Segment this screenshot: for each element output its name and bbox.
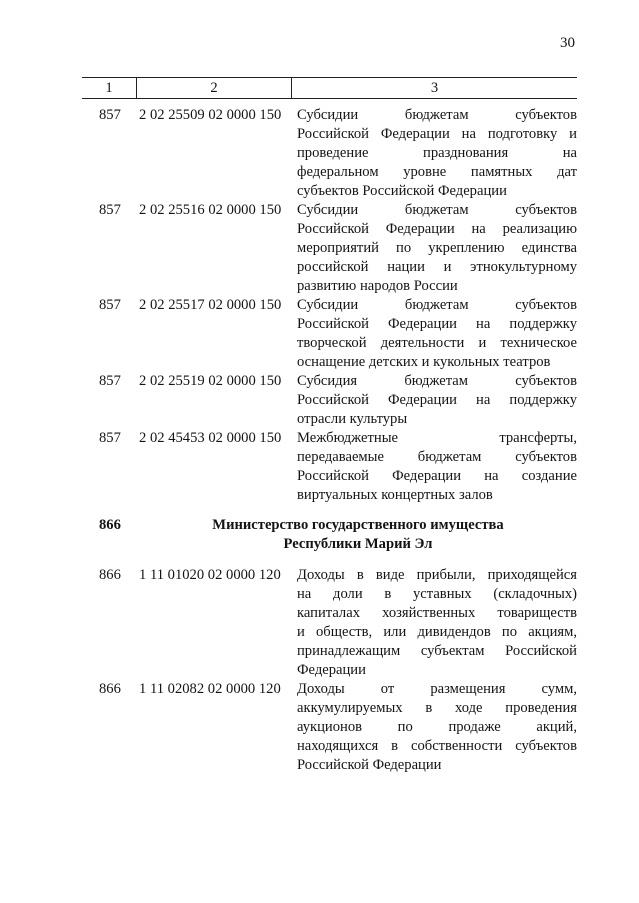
admin-code-cell: 857 bbox=[99, 202, 121, 218]
description-line: аукционов по продаже акций, bbox=[297, 719, 577, 735]
column-header-2: 2 bbox=[137, 78, 292, 98]
section-title-line: Республики Марий Эл bbox=[283, 536, 433, 552]
description-line: аккумулируемых в ходе проведения bbox=[297, 700, 577, 716]
description-cell bbox=[297, 296, 577, 372]
column-header-3: 3 bbox=[430, 80, 439, 96]
section-admin-code: 866 bbox=[99, 517, 121, 533]
description-line: виртуальных концертных залов bbox=[297, 487, 493, 503]
description-line: Субсидии бюджетам субъектов bbox=[297, 107, 577, 123]
table-row bbox=[82, 429, 577, 505]
description-line: находящихся в собственности субъектов bbox=[297, 738, 577, 754]
description-line: развитию народов России bbox=[297, 278, 458, 294]
page-number: 30 bbox=[560, 35, 575, 51]
description-line: передаваемые бюджетам субъектов bbox=[297, 449, 577, 465]
budget-code-cell: 1 11 02082 02 0000 120 bbox=[139, 681, 281, 697]
budget-code-cell: 2 02 25516 02 0000 150 bbox=[139, 202, 282, 218]
table-body bbox=[82, 106, 577, 775]
budget-code-cell: 2 02 25517 02 0000 150 bbox=[139, 297, 282, 313]
description-cell bbox=[297, 372, 577, 429]
budget-code-cell: 2 02 45453 02 0000 150 bbox=[139, 430, 282, 446]
table-row bbox=[82, 106, 577, 201]
description-line: федеральном уровне памятных дат bbox=[297, 164, 577, 180]
description-cell bbox=[297, 106, 577, 201]
description-line: мероприятий по укреплению единства bbox=[297, 240, 577, 256]
column-header-1: 1 bbox=[82, 78, 137, 98]
description-line: Субсидия бюджетам субъектов bbox=[297, 373, 577, 389]
description-line: Субсидии бюджетам субъектов bbox=[297, 297, 577, 313]
description-line: Российской Федерации на создание bbox=[297, 468, 577, 484]
section-heading-row bbox=[82, 516, 577, 554]
description-line: Российской Федерации на подготовку и bbox=[297, 126, 577, 142]
description-line: и обществ, или дивидендов по акциям, bbox=[297, 624, 577, 640]
description-line: Российской Федерации bbox=[297, 757, 442, 773]
section-title bbox=[139, 516, 577, 554]
description-line: проведение празднования на bbox=[297, 145, 577, 161]
table-row bbox=[82, 566, 577, 680]
description-line: Российской Федерации на поддержку bbox=[297, 316, 577, 332]
table-row bbox=[82, 296, 577, 372]
description-line: Доходы от размещения сумм, bbox=[297, 681, 577, 697]
description-line: субъектов Российской Федерации bbox=[297, 183, 507, 199]
description-line: Доходы в виде прибыли, приходящейся bbox=[297, 567, 577, 583]
table-header bbox=[82, 77, 577, 99]
table-row bbox=[82, 372, 577, 429]
description-line: отрасли культуры bbox=[297, 411, 408, 427]
admin-code-cell: 857 bbox=[99, 107, 121, 123]
description-line: российской нации и этнокультурному bbox=[297, 259, 577, 275]
description-line: Федерации bbox=[297, 662, 366, 678]
description-line: капиталах хозяйственных товариществ bbox=[297, 605, 577, 621]
description-line: творческой деятельности и техническое bbox=[297, 335, 577, 351]
admin-code-cell: 866 bbox=[99, 681, 121, 697]
description-line: Субсидии бюджетам субъектов bbox=[297, 202, 577, 218]
admin-code-cell: 857 bbox=[99, 297, 121, 313]
budget-code-cell: 2 02 25519 02 0000 150 bbox=[139, 373, 282, 389]
section-title-line: Министерство государственного имущества bbox=[212, 517, 504, 533]
table-row bbox=[82, 680, 577, 775]
description-cell bbox=[297, 680, 577, 775]
description-cell bbox=[297, 201, 577, 296]
budget-code-cell: 2 02 25509 02 0000 150 bbox=[139, 107, 282, 123]
admin-code-cell: 857 bbox=[99, 430, 121, 446]
description-line: на доли в уставных (складочных) bbox=[297, 586, 577, 602]
description-line: оснащение детских и кукольных театров bbox=[297, 354, 551, 370]
admin-code-cell: 857 bbox=[99, 373, 121, 389]
budget-code-cell: 1 11 01020 02 0000 120 bbox=[139, 567, 281, 583]
description-line: Российской Федерации на поддержку bbox=[297, 392, 577, 408]
admin-code-cell: 866 bbox=[99, 567, 121, 583]
description-line: принадлежащим субъектам Российской bbox=[297, 643, 577, 659]
description-line: Межбюджетные трансферты, bbox=[297, 430, 577, 446]
description-cell bbox=[297, 566, 577, 680]
description-cell bbox=[297, 429, 577, 505]
table-row bbox=[82, 201, 577, 296]
description-line: Российской Федерации на реализацию bbox=[297, 221, 577, 237]
